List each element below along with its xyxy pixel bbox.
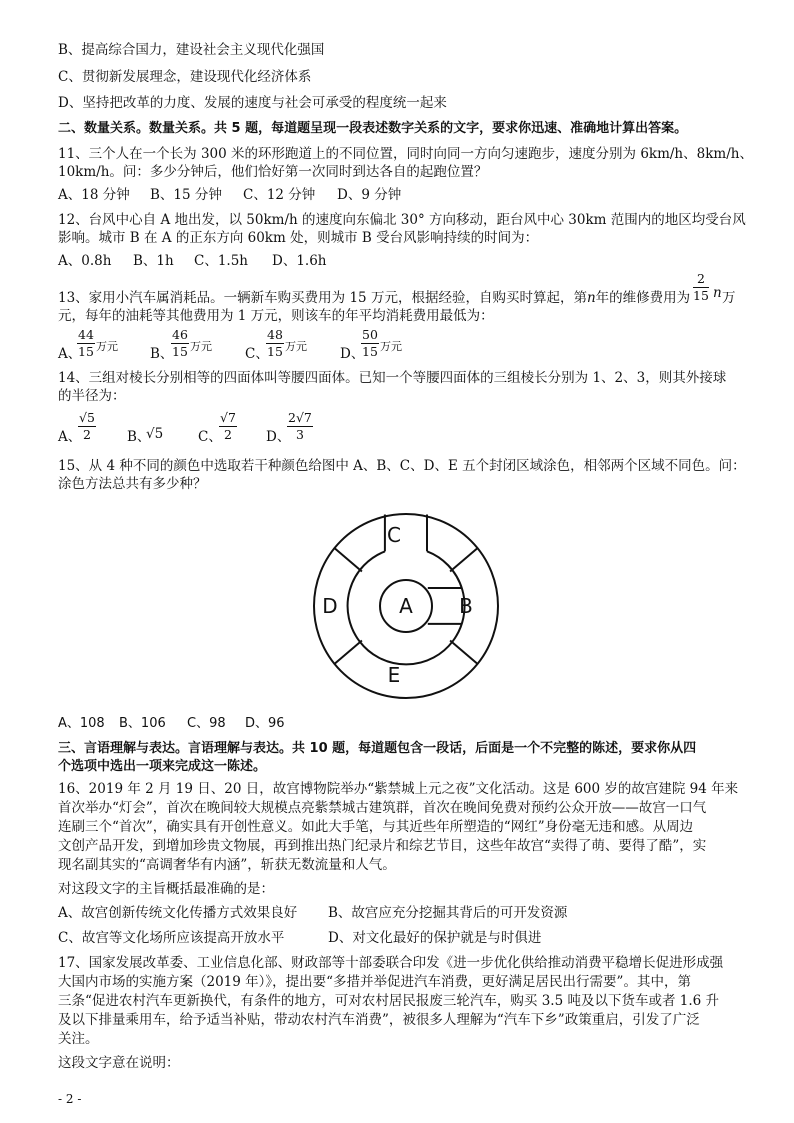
q15-label-a: A — [399, 594, 413, 618]
q15-label-e: E — [387, 663, 401, 687]
q13-fraction-variable: n — [713, 285, 722, 301]
section2-heading: 二、数量关系。数量关系。共 5 题，每道题呈现一段表述数字关系的文字，要求你迅速、准确地计算出答案。 — [58, 121, 688, 136]
q15-option-d: D、96 — [245, 716, 285, 731]
q16-option-d: D、对文化最好的保护就是与时俱进 — [328, 930, 542, 946]
q13-option-c-fraction — [266, 328, 284, 359]
q12-option-c: C、1.5h — [194, 253, 248, 269]
q14-option-c-num: √7 — [220, 410, 236, 425]
q13-option-a-unit: 万元 — [96, 340, 118, 353]
q13-option-c-den: 15 — [267, 344, 283, 359]
q16-line4: 文创产品开发，到增加珍贵文物展，再到推出热门纪录片和综艺节目，这些年故宫“卖得了萌、要得了酷”，实 — [58, 838, 707, 854]
q15-option-c: C、98 — [187, 716, 226, 731]
q12-line2: 影响。城市 B 在 A 的正东方向 60km 处，则城市 B 受台风影响持续的时间为： — [58, 230, 539, 246]
q13-line1-tail: 万 — [722, 290, 736, 306]
q14-option-c-den: 2 — [223, 427, 232, 442]
q14-option-d-num: 2√7 — [288, 410, 312, 425]
q14-option-a-den: 2 — [82, 427, 91, 442]
q13-fraction-denominator: 15 — [693, 288, 709, 303]
q17-line2: 大国内市场的实施方案（2019 年）》，提出要“多措并举促进汽车消费，更好满足居民出行需要”。其中，第 — [58, 974, 691, 990]
q13-maintenance-fraction — [693, 272, 709, 303]
section3-heading-line2: 个选项中选出一项来完成这一陈述。 — [58, 759, 267, 774]
q15-option-a: A、108 — [58, 716, 105, 731]
q15-option-b: B、106 — [119, 716, 166, 731]
q17-line1: 17、国家发展改革委、工业信息化部、财政部等十部委联合印发《进一步优化供给推动消费平稳增长促进形成强 — [58, 955, 724, 971]
q11-option-d: D、9 分钟 — [337, 187, 402, 203]
q11-line2: 10km/h。问：多少分钟后，他们恰好第一次同时到达各自的起跑位置？ — [58, 164, 488, 180]
q14-option-a-fraction — [78, 411, 96, 442]
section3-heading-line1: 三、言语理解与表达。言语理解与表达。共 10 题，每道题包含一段话，后面是一个不完整的陈述，要求你从四 — [58, 741, 697, 756]
q12-option-d: D、1.6h — [272, 253, 327, 269]
q15-region-diagram — [308, 512, 504, 708]
prev-option-b: B、提高综合国力，建设社会主义现代化强国 — [58, 42, 325, 58]
q13-option-c-label: C、 — [245, 346, 269, 362]
q13-option-d-label: D、 — [340, 346, 365, 362]
q13-line1-text-b: 年的维修费用为 — [595, 290, 691, 306]
q14-option-b-value: √5 — [146, 426, 164, 442]
q15-label-b: B — [459, 594, 473, 618]
q14-line2: 的半径为： — [58, 388, 126, 404]
q13-line1 — [58, 289, 690, 307]
q17-line5: 关注。 — [58, 1031, 99, 1047]
q17-question: 这段文字意在说明： — [58, 1055, 180, 1071]
page-number: - 2 - — [58, 1092, 82, 1106]
q14-option-c-label: C、 — [198, 429, 222, 445]
q13-option-a-den: 15 — [78, 344, 94, 359]
q15-divider-lower-right — [450, 641, 477, 664]
q15-label-d: D — [322, 594, 338, 618]
q17-line3: 三条“促进农村汽车更新换代，有条件的地方，可对农村居民报废三轮汽车，购买 3.5 吨及以下货车或者 1.6 升 — [58, 993, 720, 1009]
q13-option-d-unit: 万元 — [380, 340, 402, 353]
q11-option-a: A、18 分钟 — [58, 187, 130, 203]
q13-line2: 元，每年的油耗等其他费用为 1 万元，则该车的年平均消耗费用最低为： — [58, 308, 494, 324]
q13-option-c-unit: 万元 — [285, 340, 307, 353]
q12-line1: 12、台风中心自 A 地出发，以 50km/h 的速度向东偏北 30° 方向移动，距台风中心 30km 范围内的地区均受台风 — [58, 212, 746, 228]
q12-option-b: B、1h — [133, 253, 174, 269]
q13-option-d-fraction — [361, 328, 379, 359]
q15-line2: 涂色方法总共有多少种？ — [58, 476, 207, 492]
q12-option-a: A、0.8h — [58, 253, 112, 269]
q13-line1-text-a: 13、家用小汽车属消耗品。一辆新车购买费用为 15 万元，根据经验，自购买时算起，第 — [58, 290, 587, 306]
q16-option-b: B、故宫应充分挖掘其背后的可开发资源 — [328, 905, 568, 921]
q14-option-a-num: √5 — [79, 410, 95, 425]
q13-option-a-label: A、 — [58, 346, 82, 362]
q16-line2: 首次举办“灯会”，首次在晚间较大规模点亮紫禁城古建筑群，首次在晚间免费对预约公众开放——故宫一口气 — [58, 800, 707, 816]
q15-label-c: C — [387, 523, 401, 547]
q14-option-d-label: D、 — [266, 429, 291, 445]
q15-divider-upper-left — [335, 548, 362, 571]
q13-line1-n: n — [586, 290, 596, 306]
q14-option-b-label: B、 — [127, 429, 151, 445]
q15-divider-lower-left — [335, 641, 362, 664]
prev-option-d: D、坚持把改革的力度、发展的速度与社会可承受的程度统一起来 — [58, 95, 447, 111]
q13-option-b-label: B、 — [150, 346, 174, 362]
q13-option-d-den: 15 — [362, 344, 378, 359]
q13-option-b-unit: 万元 — [190, 340, 212, 353]
q13-option-b-fraction — [171, 328, 189, 359]
q15-line1: 15、从 4 种不同的颜色中选取若干种颜色给图中 A、B、C、D、E 五个封闭区域涂色，相邻两个区域不同色。问： — [58, 458, 746, 474]
q14-option-d-den: 3 — [295, 427, 304, 442]
q16-line1: 16、2019 年 2 月 19 日、20 日，故宫博物院举办“紫禁城上元之夜”文化活动。这是 600 岁的故宫建院 94 年来 — [58, 781, 739, 797]
q16-question: 对这段文字的主旨概括最准确的是： — [58, 881, 274, 897]
q14-option-c-fraction — [219, 411, 237, 442]
q15-divider-upper-right — [450, 548, 477, 571]
q16-line5: 现名副其实的“高调奢华有内涵”，斩获无数流量和人气。 — [58, 857, 396, 873]
q11-option-c: C、12 分钟 — [243, 187, 316, 203]
q11-option-b: B、15 分钟 — [150, 187, 222, 203]
q11-line1: 11、三个人在一个长为 300 米的环形跑道上的不同位置，同时向同一方向匀速跑步，速度分别为 6km/h、8km/h、 — [58, 146, 753, 162]
q13-option-b-num: 46 — [172, 327, 188, 342]
q13-option-d-num: 50 — [362, 327, 378, 342]
q13-option-a-num: 44 — [78, 327, 94, 342]
q17-line4: 及以下排量乘用车，给予适当补贴，带动农村汽车消费”，被很多人理解为“汽车下乡”政策重启，引发了广泛 — [58, 1012, 700, 1028]
q13-option-b-den: 15 — [172, 344, 188, 359]
q16-option-a: A、故宫创新传统文化传播方式效果良好 — [58, 905, 298, 921]
q14-option-d-fraction — [287, 411, 313, 442]
q13-option-c-num: 48 — [267, 327, 283, 342]
q13-option-a-fraction — [77, 328, 95, 359]
q14-line1: 14、三组对棱长分别相等的四面体叫等腰四面体。已知一个等腰四面体的三组棱长分别为 1、2、3，则其外接球 — [58, 370, 727, 386]
q13-fraction-numerator: 2 — [693, 272, 709, 288]
q16-line3: 连刷三个“首次”，确实具有开创性意义。如此大手笔，与其近些年所塑造的“网红”身份毫无违和感。从周边 — [58, 819, 694, 835]
q14-option-a-label: A、 — [58, 429, 82, 445]
prev-option-c: C、贯彻新发展理念，建设现代化经济体系 — [58, 69, 312, 85]
q16-option-c: C、故宫等文化场所应该提高开放水平 — [58, 930, 285, 946]
